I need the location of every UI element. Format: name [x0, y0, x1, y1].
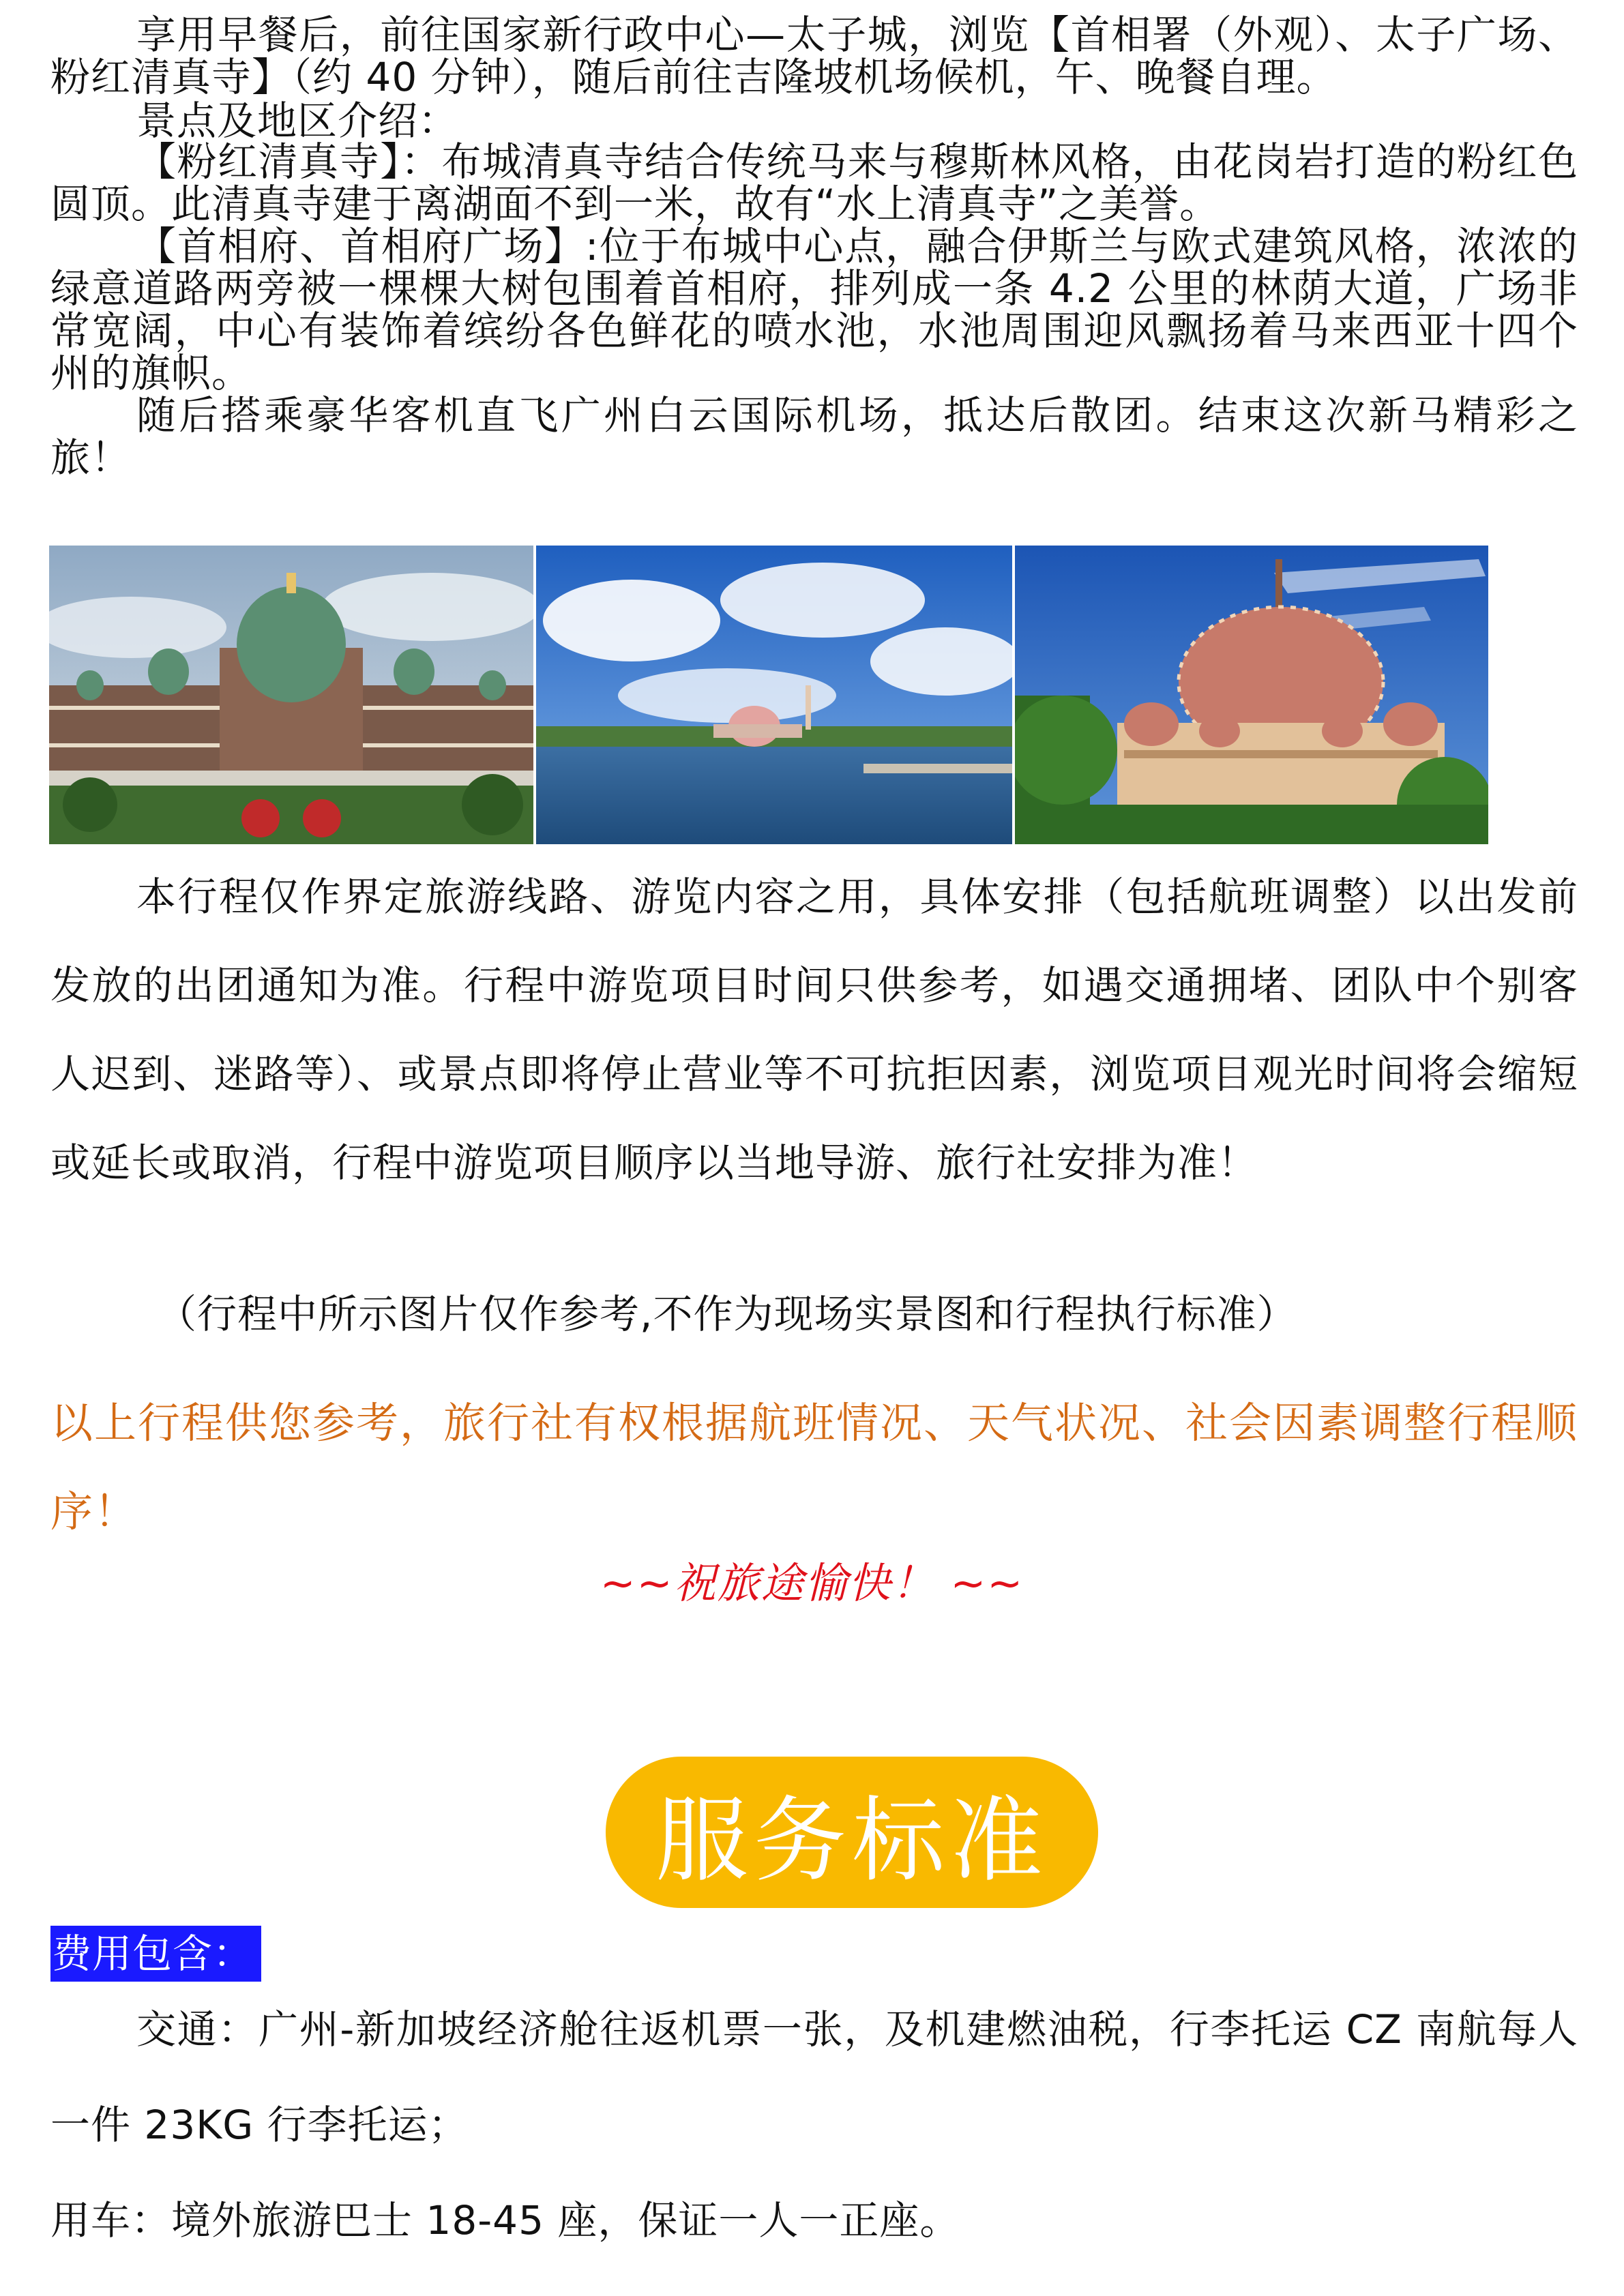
photo-strip: [49, 546, 1488, 846]
itinerary-disclaimer: 本行程仅作界定旅游线路、游览内容之用，具体安排（包括航班调整）以出发前发放的出团通知为准。行程中游览项目时间只供参考，如遇交通拥堵、团队中个别客人迟到、迷路等）、或景点即将停止营业等不可抗拒因素，浏览项目观光时间将会缩短或延长或取消，行程中游览项目顺序以当地导游、旅行社安排为准！: [50, 874, 1578, 1186]
service-standard-title: 服务标准: [655, 1787, 1048, 1895]
pink-mosque-intro: 【粉红清真寺】：布城清真寺结合传统马来与穆斯林风格，由花岗岩打造的粉红色圆顶。此清真寺建于离湖面不到一米，故有“水上清真寺”之美誉。: [50, 138, 1578, 227]
bon-voyage-wish: ~~祝旅途愉快！ ~~: [600, 1558, 1024, 1608]
itinerary-adjust-note: 以上行程供您参考，旅行社有权根据航班情况、天气状况、社会因素调整行程顺序！: [50, 1398, 1579, 1536]
fee-transport: 交通：广州-新加坡经济舱往返机票一张，及机建燃油税，行李托运 CZ 南航每人一件 23KG 行李托运；: [50, 2006, 1578, 2148]
photo-reference-note: （行程中所示图片仅作参考,不作为现场实景图和行程执行标准）: [157, 1291, 1297, 1337]
fee-vehicle: 用车：境外旅游巴士 18-45 座，保证一人一正座。: [50, 2197, 960, 2243]
return-flight-text: 随后搭乘豪华客机直飞广州白云国际机场，抵达后散团。结束这次新马精彩之旅！: [50, 392, 1578, 481]
pink-mosque-photo: [1015, 546, 1488, 844]
fees-included-label: 费用包含：: [50, 1926, 261, 1982]
prime-minister-office-photo: [49, 546, 533, 844]
day-summary: 享用早餐后，前往国家新行政中心—太子城，浏览【首相署（外观）、太子广场、粉红清真寺】（约 40 分钟），随后前往吉隆坡机场候机，午、晚餐自理。: [50, 12, 1578, 100]
intro-heading: 景点及地区介绍：: [136, 98, 459, 144]
service-standard-badge: [606, 1757, 1098, 1908]
pm-office-intro: 【首相府、首相府广场】:位于布城中心点，融合伊斯兰与欧式建筑风格，浓浓的绿意道路两旁被一棵棵大树包围着首相府，排列成一条 4.2 公里的林荫大道，广场非常宽阔，中心有装饰着缤纷各色鲜花的喷水池，水池周围迎风飘扬着马来西亚十四个州的旗帜。: [50, 223, 1578, 396]
putrajaya-lake-photo: [536, 546, 1012, 844]
